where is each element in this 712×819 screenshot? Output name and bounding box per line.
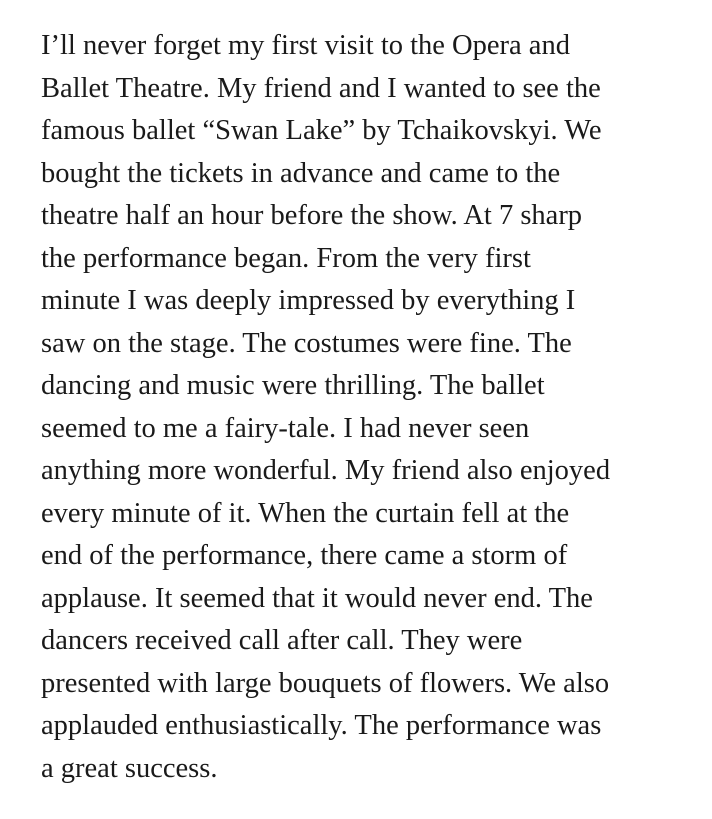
text-line: seemed to me a fairy-tale. I had never seen	[41, 412, 530, 444]
text-line: anything more wonderful. My friend also enjoyed	[41, 455, 611, 486]
text-line: Ballet Theatre. My friend and I wanted to see the	[41, 72, 601, 104]
document-paragraph	[41, 25, 701, 790]
text-line: dancing and music were thrilling. The ballet	[41, 370, 545, 401]
text-line: I’ll never forget my first visit to the Opera and	[41, 30, 570, 61]
text-line: dancers received call after call. They were	[41, 625, 523, 656]
text-line: saw on the stage. The costumes were fine. The	[41, 327, 572, 359]
text-line: end of the performance, there came a storm of	[41, 540, 568, 571]
text-line: applause. It seemed that it would never end. The	[41, 582, 593, 614]
text-line: every minute of it. When the curtain fell at the	[41, 497, 570, 529]
text-line: minute I was deeply impressed by everything I	[41, 285, 576, 316]
text-line: applauded enthusiastically. The performance was	[41, 710, 602, 741]
text-line: bought the tickets in advance and came to the	[41, 157, 561, 189]
text-line: famous ballet “Swan Lake” by Tchaikovskyi. We	[41, 115, 602, 146]
text-line: presented with large bouquets of flowers. We also	[41, 667, 610, 699]
text-line: a great success.	[41, 752, 218, 784]
text-line: the performance began. From the very first	[41, 242, 531, 274]
text-line: theatre half an hour before the show. At 7 sharp	[41, 200, 583, 231]
